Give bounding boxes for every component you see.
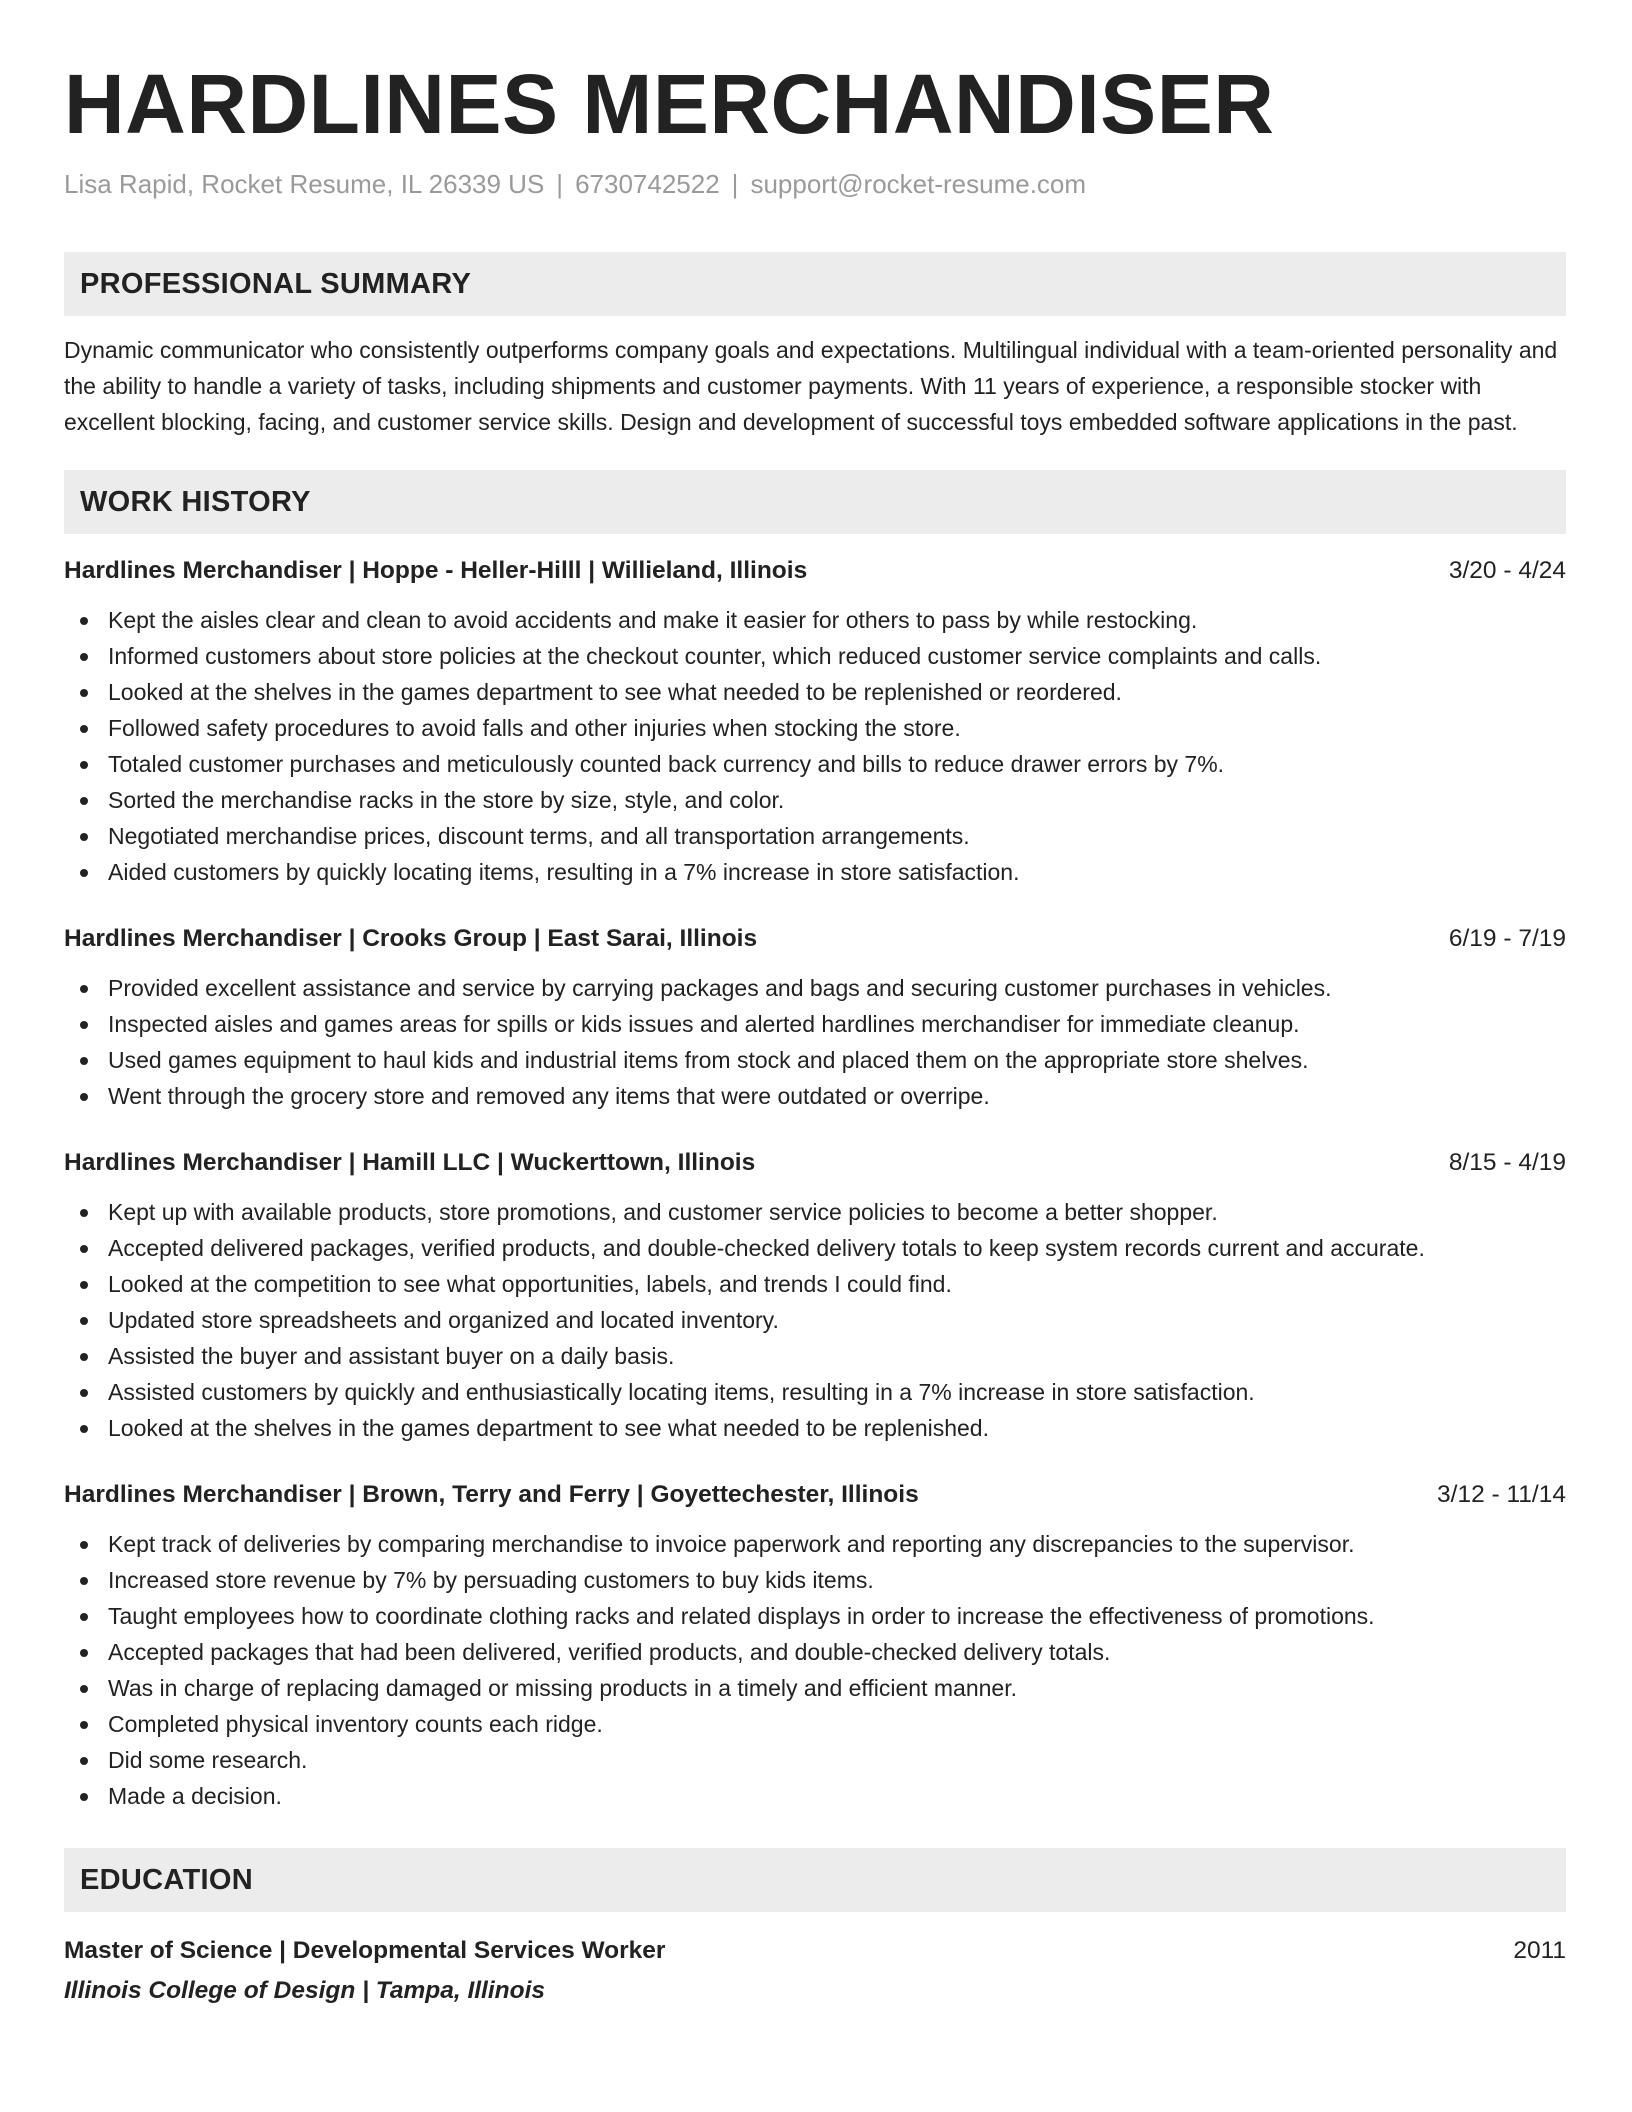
job-bullet-text: Completed physical inventory counts each ridge. <box>108 1711 603 1737</box>
job-bullet <box>64 1194 1566 1230</box>
job-bullet-text: Increased store revenue by 7% by persuading customers to buy kids items. <box>108 1567 874 1593</box>
bullet-icon <box>80 985 88 993</box>
bullet-icon <box>80 1541 88 1549</box>
bullet-icon <box>80 1721 88 1729</box>
bullet-icon <box>80 1281 88 1289</box>
job-bullets <box>64 1526 1566 1814</box>
job-bullet-text: Assisted the buyer and assistant buyer on a daily basis. <box>108 1343 675 1369</box>
job-dates: 3/20 - 4/24 <box>1448 557 1566 584</box>
job-bullet <box>64 1374 1566 1410</box>
job-title: Hardlines Merchandiser | Crooks Group | East Sarai, Illinois <box>64 925 758 952</box>
work-history-heading: WORK HISTORY <box>64 470 1566 534</box>
job-bullet <box>64 1042 1566 1078</box>
education-degree: Master of Science | Developmental Services Worker <box>64 1937 666 1964</box>
job-bullet-text: Provided excellent assistance and service by carrying packages and bags and securing customer purchases in vehicles. <box>108 975 1332 1001</box>
job-bullet-text: Followed safety procedures to avoid falls and other injuries when stocking the store. <box>108 715 961 741</box>
bullet-icon <box>80 869 88 877</box>
job-bullet <box>64 1266 1566 1302</box>
job-bullet <box>64 1670 1566 1706</box>
summary-heading: PROFESSIONAL SUMMARY <box>64 252 1566 316</box>
job-bullet-text: Looked at the shelves in the games department to see what needed to be replenished. <box>108 1415 989 1441</box>
job-bullet <box>64 1006 1566 1042</box>
job-bullet-text: Informed customers about store policies at the checkout counter, which reduced customer service complaints and calls. <box>108 643 1322 669</box>
education-heading: EDUCATION <box>64 1848 1566 1912</box>
bullet-icon <box>80 1389 88 1397</box>
bullet-icon <box>80 725 88 733</box>
bullet-icon <box>80 1245 88 1253</box>
bullet-icon <box>80 1613 88 1621</box>
job-entry <box>64 1146 1566 1446</box>
job-bullets <box>64 970 1566 1114</box>
job-bullet <box>64 746 1566 782</box>
job-header <box>64 1146 1566 1180</box>
education-header <box>64 1934 1566 1968</box>
bullet-icon <box>80 1757 88 1765</box>
job-bullet <box>64 1742 1566 1778</box>
job-header <box>64 1478 1566 1512</box>
job-bullet <box>64 1338 1566 1374</box>
bullet-icon <box>80 1685 88 1693</box>
job-bullet <box>64 638 1566 674</box>
job-bullet <box>64 674 1566 710</box>
job-bullets <box>64 1194 1566 1446</box>
job-bullet-text: Looked at the competition to see what opportunities, labels, and trends I could find. <box>108 1271 952 1297</box>
bullet-icon <box>80 1021 88 1029</box>
job-entry <box>64 554 1566 890</box>
job-bullet <box>64 1778 1566 1814</box>
contact-email[interactable]: support@rocket-resume.com <box>750 169 1087 199</box>
contact-address: Lisa Rapid, Rocket Resume, IL 26339 US <box>64 169 545 199</box>
job-bullet <box>64 602 1566 638</box>
contact-line <box>64 168 1566 200</box>
bullet-icon <box>80 1649 88 1657</box>
bullet-icon <box>80 617 88 625</box>
job-entry <box>64 1478 1566 1814</box>
summary-text: Dynamic communicator who consistently outperforms company goals and expectations. Multilingual individual with a team-oriented personality and the ability to handle a variety of tasks, including shipments and customer payments. With 11 years of experience, a responsible stocker with excellent blocking, facing, and customer service skills. Design and development of successful toys embedded software applications in the past. <box>64 337 1558 435</box>
bullet-icon <box>80 1057 88 1065</box>
job-bullet <box>64 1302 1566 1338</box>
job-dates: 6/19 - 7/19 <box>1448 925 1566 952</box>
job-bullet-text: Went through the grocery store and removed any items that were outdated or overripe. <box>108 1083 990 1109</box>
contact-separator: | <box>556 169 564 199</box>
bullet-icon <box>80 1093 88 1101</box>
job-title: Hardlines Merchandiser | Brown, Terry and Ferry | Goyettechester, Illinois <box>64 1481 919 1508</box>
job-bullet-text: Taught employees how to coordinate clothing racks and related displays in order to increase the effectiveness of promotions. <box>108 1603 1375 1629</box>
bullet-icon <box>80 689 88 697</box>
job-dates: 3/12 - 11/14 <box>1437 1481 1566 1508</box>
job-bullet <box>64 782 1566 818</box>
job-bullet-text: Did some research. <box>108 1747 308 1773</box>
bullet-icon <box>80 1209 88 1217</box>
job-bullet <box>64 1526 1566 1562</box>
job-bullet <box>64 1634 1566 1670</box>
bullet-icon <box>80 1317 88 1325</box>
job-header <box>64 554 1566 588</box>
job-header <box>64 922 1566 956</box>
job-bullet-text: Made a decision. <box>108 1783 282 1809</box>
job-bullet <box>64 1706 1566 1742</box>
bullet-icon <box>80 797 88 805</box>
job-bullet <box>64 818 1566 854</box>
education-year: 2011 <box>1513 1937 1566 1964</box>
bullet-icon <box>80 1353 88 1361</box>
education-entry <box>64 1934 1566 2008</box>
job-bullet <box>64 854 1566 890</box>
job-bullet <box>64 1078 1566 1114</box>
job-bullet-text: Inspected aisles and games areas for spills or kids issues and alerted hardlines merchandiser for immediate cleanup. <box>108 1011 1300 1037</box>
job-bullet-text: Updated store spreadsheets and organized and located inventory. <box>108 1307 779 1333</box>
job-entry <box>64 922 1566 1114</box>
job-title: Hardlines Merchandiser | Hoppe - Heller-Hilll | Willieland, Illinois <box>64 557 808 584</box>
bullet-icon <box>80 653 88 661</box>
job-bullet-text: Accepted packages that had been delivered, verified products, and double-checked delivery totals. <box>108 1639 1111 1665</box>
job-bullet <box>64 1230 1566 1266</box>
job-bullet-text: Kept track of deliveries by comparing merchandise to invoice paperwork and reporting any discrepancies to the supervisor. <box>108 1531 1355 1557</box>
job-bullet <box>64 1598 1566 1634</box>
job-bullet <box>64 1410 1566 1446</box>
contact-phone: 6730742522 <box>575 169 720 199</box>
job-dates: 8/15 - 4/19 <box>1448 1149 1566 1176</box>
job-bullet-text: Accepted delivered packages, verified products, and double-checked delivery totals to keep system records current and accurate. <box>108 1235 1425 1261</box>
job-bullet <box>64 1562 1566 1598</box>
job-bullet-text: Assisted customers by quickly and enthusiastically locating items, resulting in a 7% increase in store satisfaction. <box>108 1379 1255 1405</box>
job-bullet-text: Kept up with available products, store promotions, and customer service policies to become a better shopper. <box>108 1199 1218 1225</box>
bullet-icon <box>80 1793 88 1801</box>
job-bullet-text: Sorted the merchandise racks in the store by size, style, and color. <box>108 787 785 813</box>
job-bullet-text: Kept the aisles clear and clean to avoid accidents and make it easier for others to pass by while restocking. <box>108 607 1198 633</box>
job-bullet-text: Used games equipment to haul kids and industrial items from stock and placed them on the appropriate store shelves. <box>108 1047 1309 1073</box>
bullet-icon <box>80 761 88 769</box>
job-bullet-text: Was in charge of replacing damaged or missing products in a timely and efficient manner. <box>108 1675 1017 1701</box>
job-bullet-text: Totaled customer purchases and meticulously counted back currency and bills to reduce drawer errors by 7%. <box>108 751 1225 777</box>
contact-separator: | <box>731 169 739 199</box>
bullet-icon <box>80 833 88 841</box>
resume-name: HARDLINES MERCHANDISER <box>64 57 1275 151</box>
job-bullet <box>64 970 1566 1006</box>
job-title: Hardlines Merchandiser | Hamill LLC | Wuckerttown, Illinois <box>64 1149 756 1176</box>
education-school: Illinois College of Design | Tampa, Illinois <box>64 1977 546 2004</box>
job-bullet <box>64 710 1566 746</box>
bullet-icon <box>80 1577 88 1585</box>
job-bullet-text: Looked at the shelves in the games department to see what needed to be replenished or reordered. <box>108 679 1122 705</box>
bullet-icon <box>80 1425 88 1433</box>
job-bullet-text: Negotiated merchandise prices, discount terms, and all transportation arrangements. <box>108 823 970 849</box>
job-bullets <box>64 602 1566 890</box>
job-bullet-text: Aided customers by quickly locating items, resulting in a 7% increase in store satisfaction. <box>108 859 1020 885</box>
